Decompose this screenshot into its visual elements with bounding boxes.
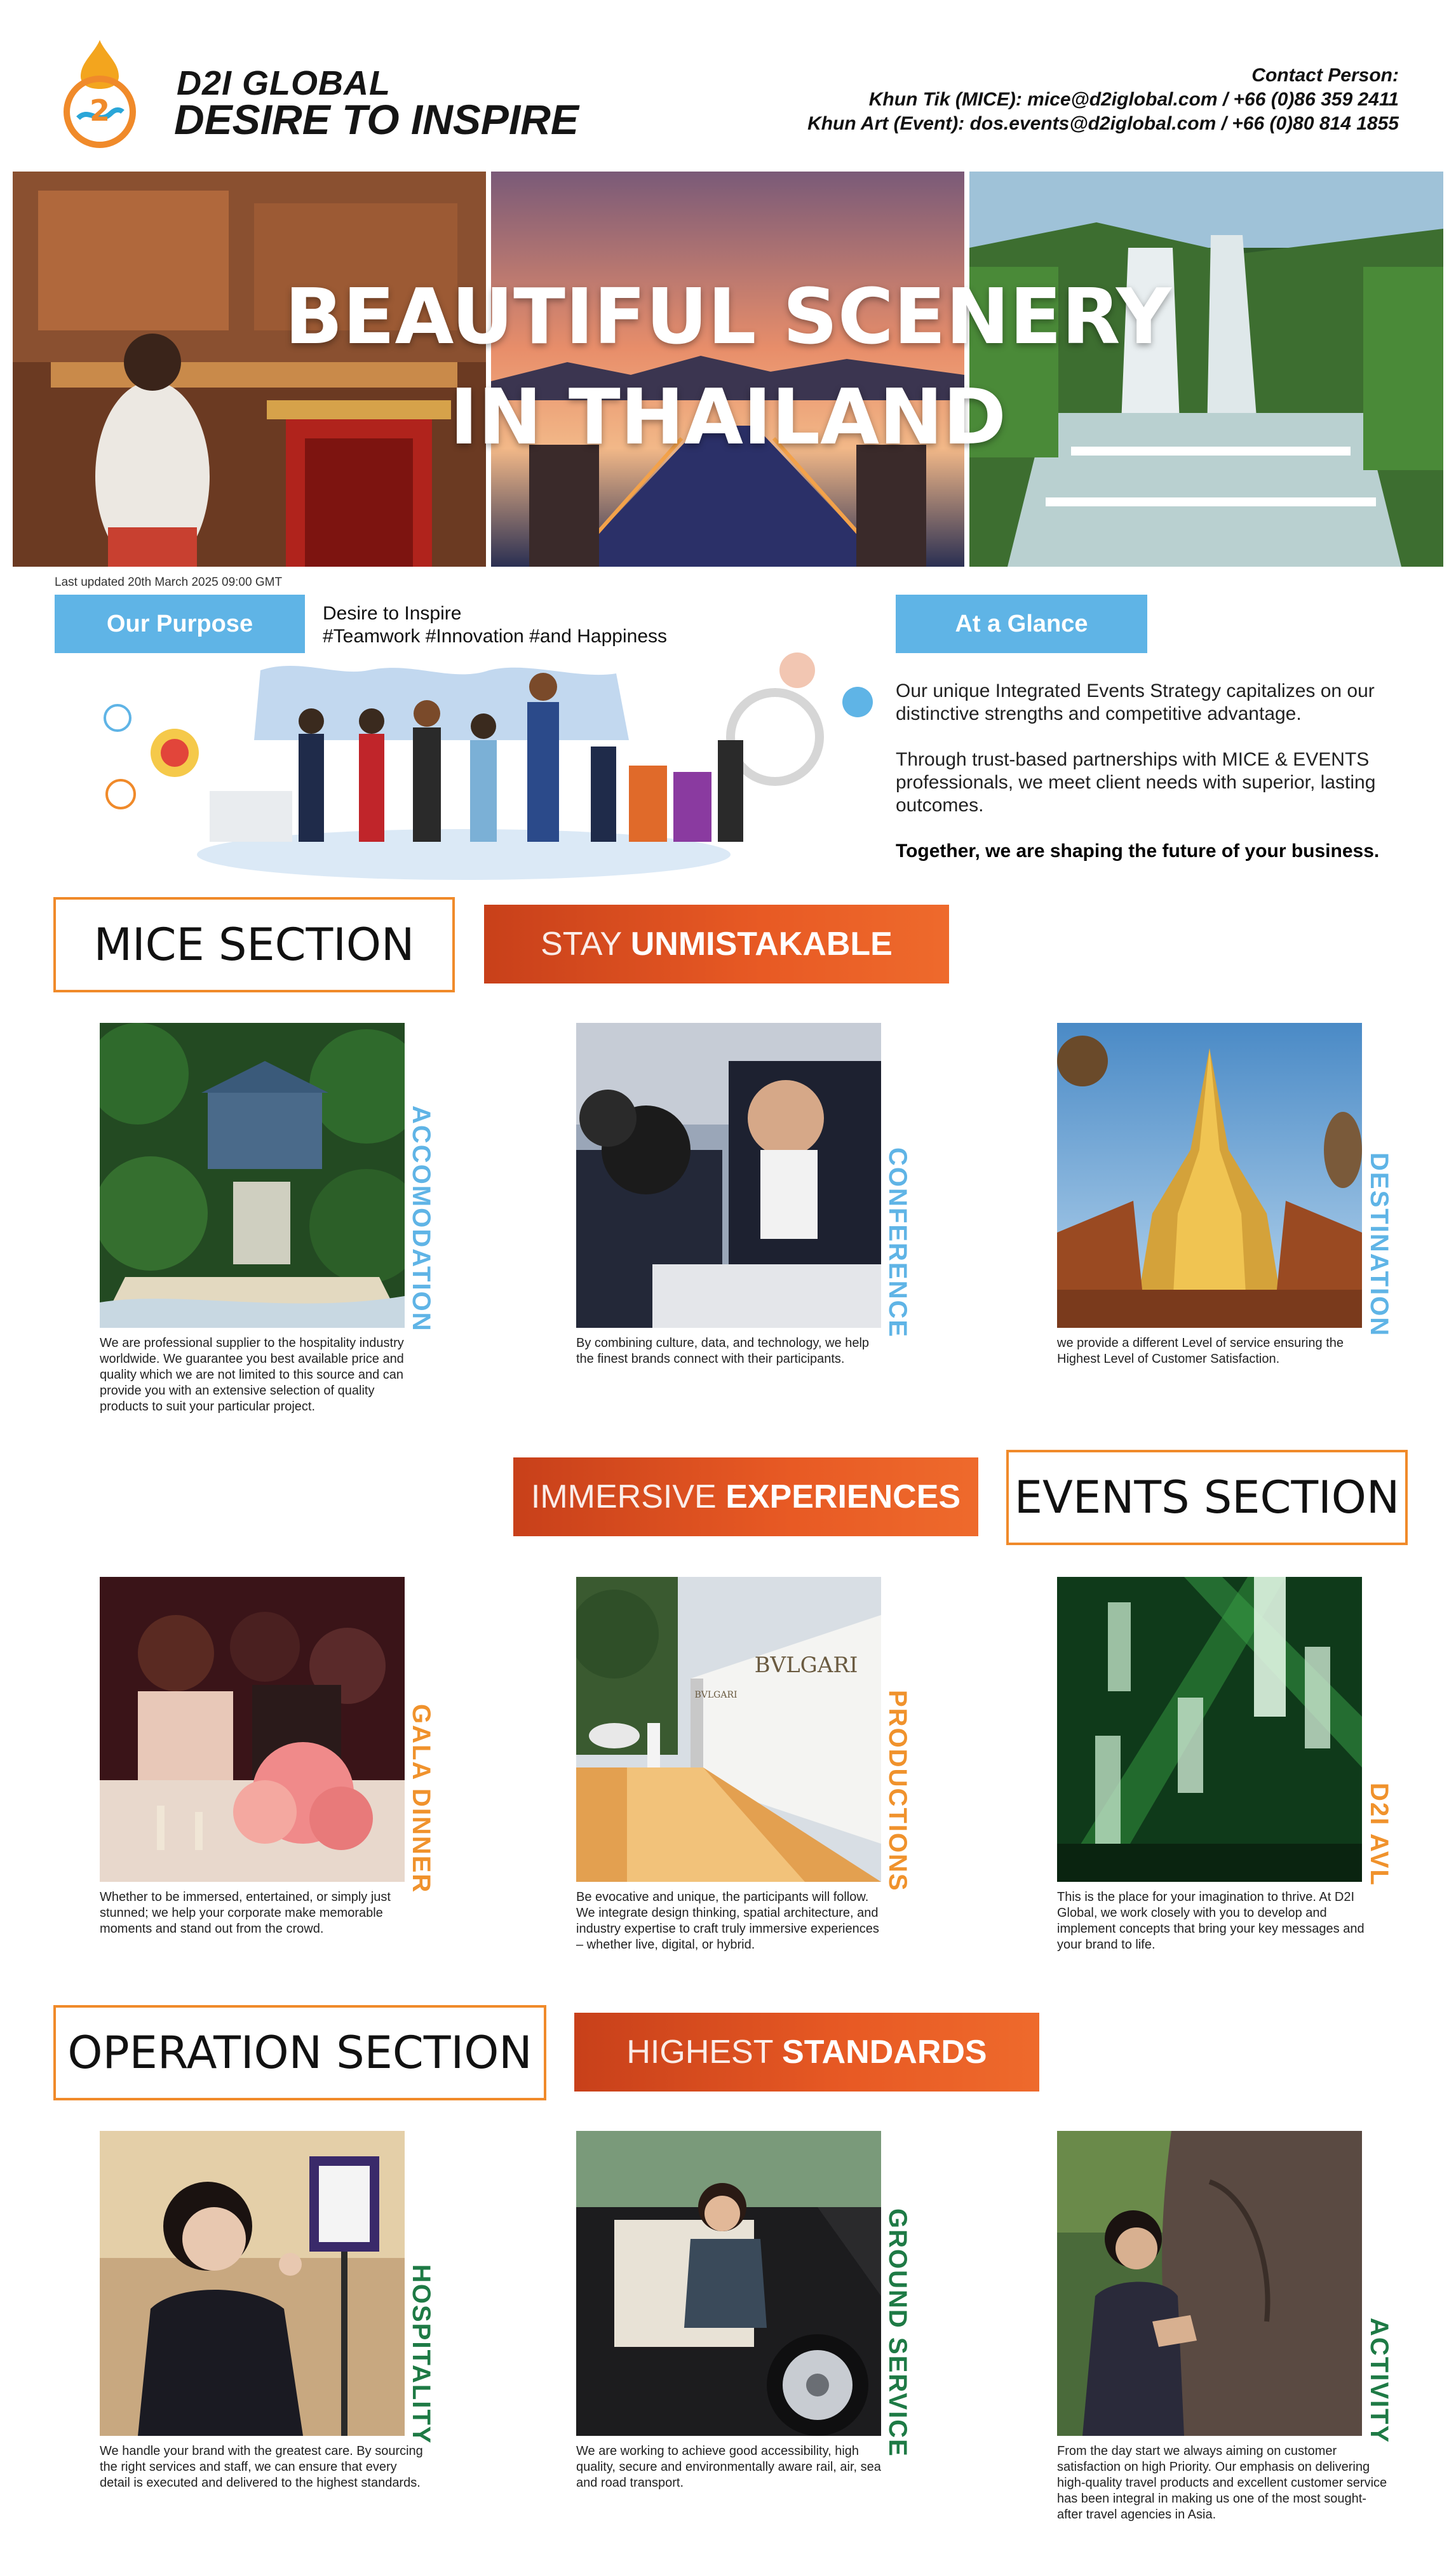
- brand-logo: [60, 37, 140, 148]
- our-purpose-button[interactable]: Our Purpose: [55, 595, 305, 653]
- gala-dinner-label: GALA DINNER: [407, 1704, 435, 1894]
- accommodation-desc: We are professional supplier to the hospitality industry worldwide. We guarantee you best available price and quality which we are not limited to this source and can provide you with an extensive selection of quality products to suit your particular project.: [100, 1336, 404, 1414]
- destination-label: DESTINATION: [1365, 1152, 1393, 1337]
- mice-banner-light: STAY: [541, 926, 631, 963]
- d2i-avl-photo: [1057, 1577, 1362, 1882]
- svg-text:2: 2: [89, 93, 111, 128]
- productions-photo: [576, 1577, 881, 1882]
- activity-label: ACTIVITY: [1365, 2318, 1393, 2444]
- mice-section-label: MICE SECTION: [53, 897, 455, 992]
- glance-para1: Our unique Integrated Events Strategy capitalizes on our distinctive strengths and competitive advantage.: [896, 680, 1375, 724]
- contact-heading: Contact Person:: [1251, 65, 1399, 86]
- hero-title-line1: BEAUTIFUL SCENERY: [285, 273, 1171, 362]
- accommodation-label: ACCOMODATION: [407, 1105, 435, 1332]
- hero-photo-sunset-bay: [491, 172, 964, 567]
- conference-photo: [576, 1023, 881, 1328]
- hero-photo-waterfall: [969, 172, 1443, 567]
- operation-banner-bold: STANDARDS: [782, 2034, 987, 2071]
- purpose-line1: Desire to Inspire: [323, 603, 462, 624]
- events-banner-bold: EXPERIENCES: [725, 1478, 961, 1515]
- d2i-avl-label: D2I AVL: [1365, 1783, 1393, 1886]
- hero-banner: [13, 172, 1443, 567]
- operation-banner: [574, 2013, 1039, 2092]
- conference-desc: By combining culture, data, and technology, we help the finest brands connect with their participants.: [576, 1336, 870, 1366]
- destination-photo: [1057, 1023, 1362, 1328]
- mice-banner-bold: UNMISTAKABLE: [630, 926, 893, 963]
- glance-para3: Together, we are shaping the future of your business.: [896, 841, 1380, 862]
- events-section-label: EVENTS SECTION: [1006, 1450, 1408, 1545]
- events-banner: [513, 1457, 978, 1536]
- accommodation-photo: [100, 1023, 405, 1328]
- d2i-avl-desc: This is the place for your imagination to thrive. At D2I Global, we work closely with you to develop and implement concepts that bring your key messages and your brand to life.: [1057, 1890, 1365, 1952]
- teamwork-illustration: [70, 645, 877, 883]
- contact-event: Khun Art (Event): dos.events@d2iglobal.com / +66 (0)80 814 1855: [807, 113, 1399, 134]
- ground-service-desc: We are working to achieve good accessibility, high quality, secure and environmentally aware rail, air, sea and road transport.: [576, 2444, 881, 2490]
- activity-photo: [1057, 2131, 1362, 2436]
- hero-title-line2: IN THAILAND: [449, 374, 1007, 462]
- brand-name: D2I GLOBAL: [177, 64, 391, 102]
- hospitality-desc: We handle your brand with the greatest care. By sourcing the right services and staff, we can ensure that every detail is executed and delivered to the highest standards.: [100, 2444, 423, 2490]
- productions-desc: Be evocative and unique, the participants will follow. We integrate design thinking, spatial architecture, and industry expertise to craft truly immersive experiences – whether live, digital, or hybrid.: [576, 1890, 879, 1952]
- conference-label: CONFERENCE: [884, 1147, 912, 1339]
- purpose-line2: #Teamwork #Innovation #and Happiness: [323, 626, 668, 647]
- brand-tagline: DESIRE TO INSPIRE: [174, 96, 579, 143]
- glance-text: [896, 680, 1417, 886]
- ground-service-label: GROUND SERVICE: [884, 2208, 912, 2457]
- hospitality-label: HOSPITALITY: [407, 2264, 435, 2445]
- destination-desc: we provide a different Level of service ensuring the Highest Level of Customer Satisfaction.: [1057, 1336, 1344, 1366]
- productions-label: PRODUCTIONS: [884, 1690, 912, 1892]
- hero-photo-temple-mural: [13, 172, 486, 567]
- ground-service-photo: [576, 2131, 881, 2436]
- last-updated: Last updated 20th March 2025 09:00 GMT: [55, 576, 283, 589]
- contact-mice: Khun Tik (MICE): mice@d2iglobal.com / +66 (0)86 359 2411: [868, 89, 1399, 110]
- gala-dinner-desc: Whether to be immersed, entertained, or simply just stunned; we help your corporate make memorable moments and stand out from the crowd.: [100, 1890, 391, 1936]
- operation-banner-light: HIGHEST: [626, 2034, 783, 2071]
- operation-section-label: OPERATION SECTION: [53, 2005, 546, 2100]
- bvlgari-sign: BVLGARI: [754, 1652, 858, 1678]
- at-a-glance-button[interactable]: At a Glance: [896, 595, 1147, 653]
- purpose-text: [323, 602, 667, 648]
- events-banner-light: IMMERSIVE: [530, 1478, 726, 1515]
- gala-dinner-photo: [100, 1577, 405, 1882]
- hospitality-photo: [100, 2131, 405, 2436]
- glance-para2: Through trust-based partnerships with MICE & EVENTS professionals, we meet client needs with superior, lasting outcomes.: [896, 749, 1376, 816]
- activity-desc: From the day start we always aiming on customer satisfaction on high Priority. Our emphasis on delivering high-quality travel products and excellent customer service has been integral in making us one of the most sought-after travel agencies in Asia.: [1057, 2444, 1387, 2522]
- contact-block: [807, 64, 1399, 136]
- bvlgari-sign-small: BVLGARI: [694, 1690, 738, 1700]
- mice-banner: [484, 905, 949, 983]
